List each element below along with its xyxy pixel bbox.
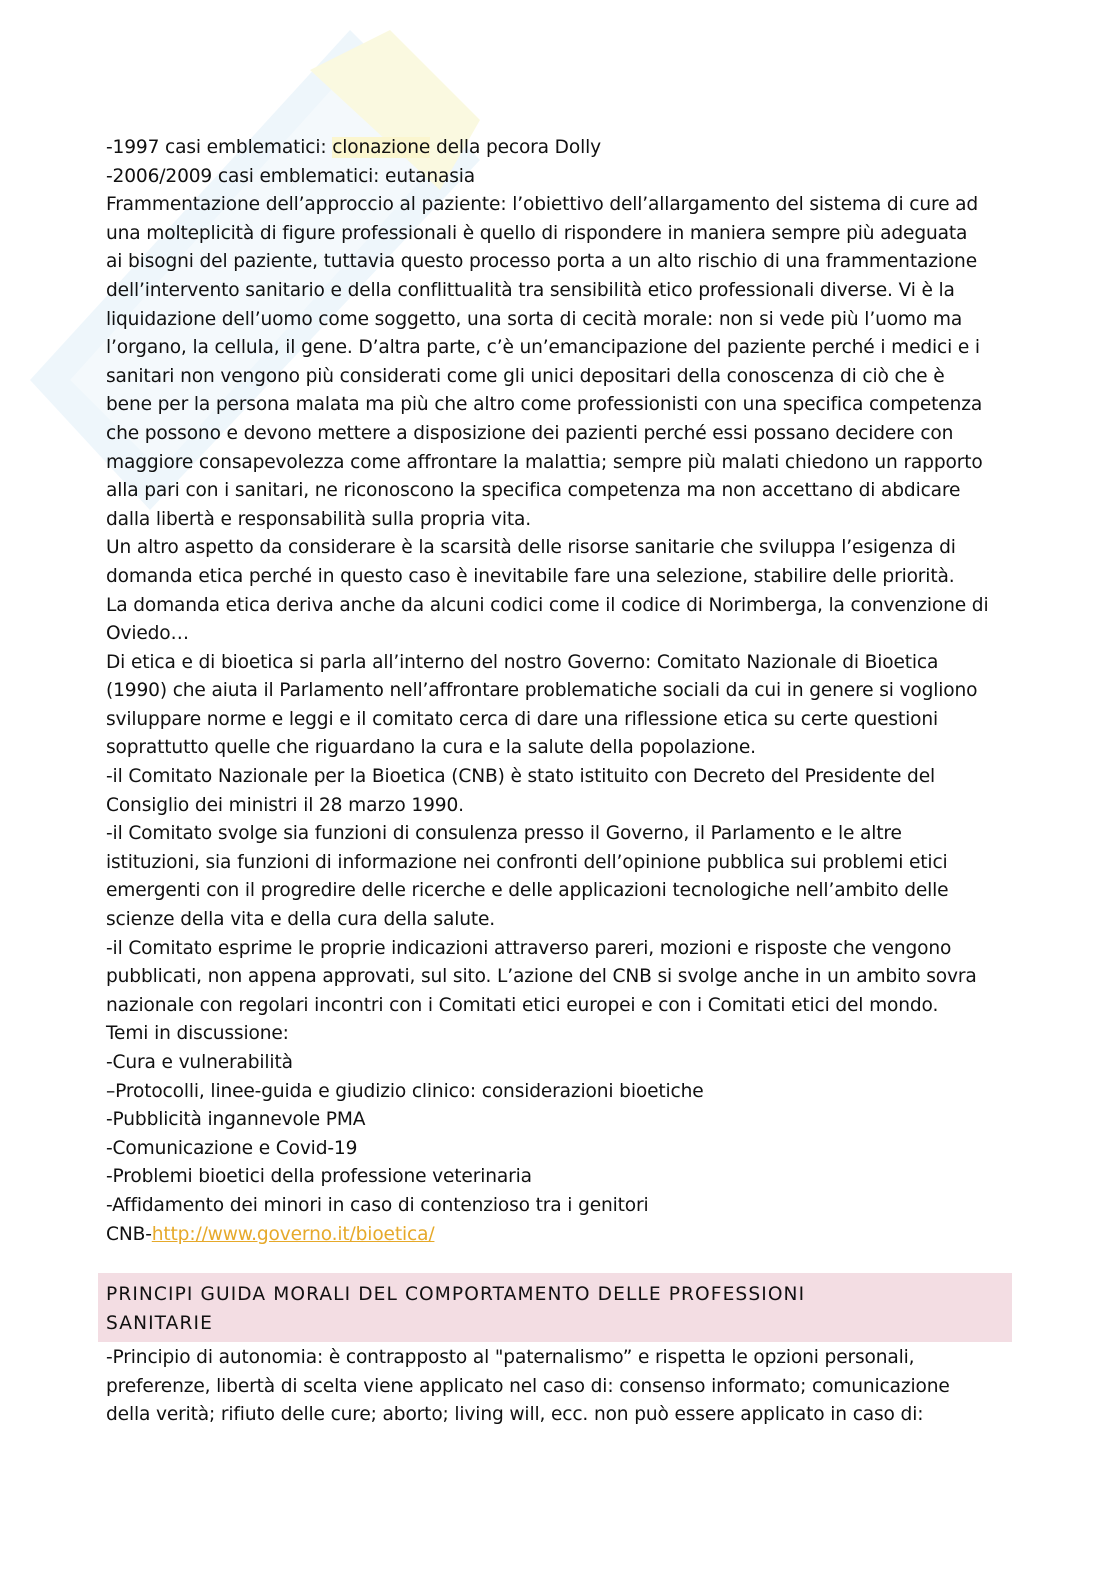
list-item: -Pubblicità ingannevole PMA bbox=[106, 1109, 366, 1131]
text-line: della verità; rifiuto delle cure; aborto; living will, ecc. non può essere applicato in caso di: bbox=[106, 1404, 924, 1426]
section-title-line: SANITARIE bbox=[106, 1312, 213, 1334]
text-line: sviluppare norme e leggi e il comitato cerca di dare una riflessione etica su certe questioni bbox=[106, 708, 938, 730]
text-line: bene per la persona malata ma più che altro come professionisti con una specifica competenza bbox=[106, 394, 983, 416]
text-line: soprattutto quelle che riguardano la cura e la salute della popolazione. bbox=[106, 737, 756, 759]
text-line: l’organo, la cellula, il gene. D’altra parte, c’è un’emancipazione del paziente perché i medici e i bbox=[106, 337, 980, 359]
cnb-link[interactable]: http://www.governo.it/bioetica/ bbox=[151, 1223, 435, 1245]
text-line: emergenti con il progredire delle ricerche e delle applicazioni tecnologiche nell’ambito delle bbox=[106, 880, 949, 902]
list-item: –Protocolli, linee-guida e giudizio clinico: considerazioni bioetiche bbox=[106, 1080, 704, 1102]
text-line: preferenze, libertà di scelta viene applicato nel caso di: consenso informato; comunicazione bbox=[106, 1375, 950, 1397]
text-line: Un altro aspetto da considerare è la scarsità delle risorse sanitarie che sviluppa l’esigenza di bbox=[106, 537, 956, 559]
text-line: -il Comitato Nazionale per la Bioetica (CNB) è stato istituito con Decreto del Presidente del bbox=[106, 766, 936, 788]
text-line: La domanda etica deriva anche da alcuni codici come il codice di Norimberga, la convenzione di bbox=[106, 594, 989, 616]
text-line: pubblicati, non appena approvati, sul sito. L’azione del CNB si svolge anche in un ambito sovra bbox=[106, 966, 977, 988]
text-line: -il Comitato esprime le proprie indicazioni attraverso pareri, mozioni e risposte che vengono bbox=[106, 937, 952, 959]
text-line: ai bisogni del paziente, tuttavia questo processo porta a un alto rischio di una frammentazione bbox=[106, 251, 977, 273]
link-line bbox=[106, 1221, 1006, 1250]
document-body bbox=[106, 134, 1006, 1249]
text-line: nazionale con regolari incontri con i Comitati etici europei e con i Comitati etici del mondo. bbox=[106, 994, 939, 1016]
section-body bbox=[106, 1344, 1006, 1430]
text-line: liquidazione dell’uomo come soggetto, una sorta di cecità morale: non si vede più l’uomo ma bbox=[106, 308, 963, 330]
text-line: -il Comitato svolge sia funzioni di consulenza presso il Governo, il Parlamento e le altre bbox=[106, 823, 902, 845]
highlighted-text: clonazione bbox=[332, 137, 431, 158]
text-line: una molteplicità di figure professionali è quello di rispondere in maniera sempre più adeguata bbox=[106, 222, 968, 244]
list-item: -Problemi bioetici della professione veterinaria bbox=[106, 1166, 532, 1188]
text-line: che possono e devono mettere a disposizione dei pazienti perché essi possano decidere con bbox=[106, 422, 954, 444]
text-line: Di etica e di bioetica si parla all’interno del nostro Governo: Comitato Nazionale di Bioetica bbox=[106, 651, 939, 673]
text-line: Temi in discussione: bbox=[106, 1023, 289, 1045]
text-line: maggiore consapevolezza come affrontare la malattia; sempre più malati chiedono un rapporto bbox=[106, 451, 983, 473]
text-line: sanitari non vengono più considerati come gli unici depositari della conoscenza di ciò che è bbox=[106, 365, 945, 387]
list-item: -Cura e vulnerabilità bbox=[106, 1052, 293, 1073]
section-title bbox=[106, 1281, 986, 1338]
text-line: Consiglio dei ministri il 28 marzo 1990. bbox=[106, 794, 464, 816]
text-line: -1997 casi emblematici: clonazione della pecora Dolly bbox=[106, 137, 601, 158]
link-prefix: CNB- bbox=[106, 1223, 152, 1245]
text-line: domanda etica perché in questo caso è inevitabile fare una selezione, stabilire delle priorità. bbox=[106, 565, 955, 587]
text-line: dalla libertà e responsabilità sulla propria vita. bbox=[106, 508, 532, 530]
text-line: -2006/2009 casi emblematici: eutanasia bbox=[106, 165, 476, 187]
list-item: -Comunicazione e Covid-19 bbox=[106, 1137, 358, 1159]
text-line: dell’intervento sanitario e della conflittualità tra sensibilità etico professionali diverse. Vi è la bbox=[106, 279, 955, 301]
text-line: (1990) che aiuta il Parlamento nell’affrontare problematiche sociali da cui in genere si vogliono bbox=[106, 680, 978, 702]
section-title-line: PRINCIPI GUIDA MORALI DEL COMPORTAMENTO DELLE PROFESSIONI bbox=[106, 1284, 806, 1305]
text-line: -Principio di autonomia: è contrapposto al "paternalismo” e rispetta le opzioni personali, bbox=[106, 1347, 915, 1368]
text-line: Oviedo… bbox=[106, 623, 189, 645]
text-line: alla pari con i sanitari, ne riconoscono la specifica competenza ma non accettano di abdicare bbox=[106, 480, 961, 502]
text-line: scienze della vita e della cura della salute. bbox=[106, 909, 496, 931]
text-line: istituzioni, sia funzioni di informazione nei confronti dell’opinione pubblica sui problemi etici bbox=[106, 851, 948, 873]
text-line: Frammentazione dell’approccio al paziente: l’obiettivo dell’allargamento del sistema di cure ad bbox=[106, 194, 979, 216]
list-item: -Affidamento dei minori in caso di contenzioso tra i genitori bbox=[106, 1194, 649, 1216]
